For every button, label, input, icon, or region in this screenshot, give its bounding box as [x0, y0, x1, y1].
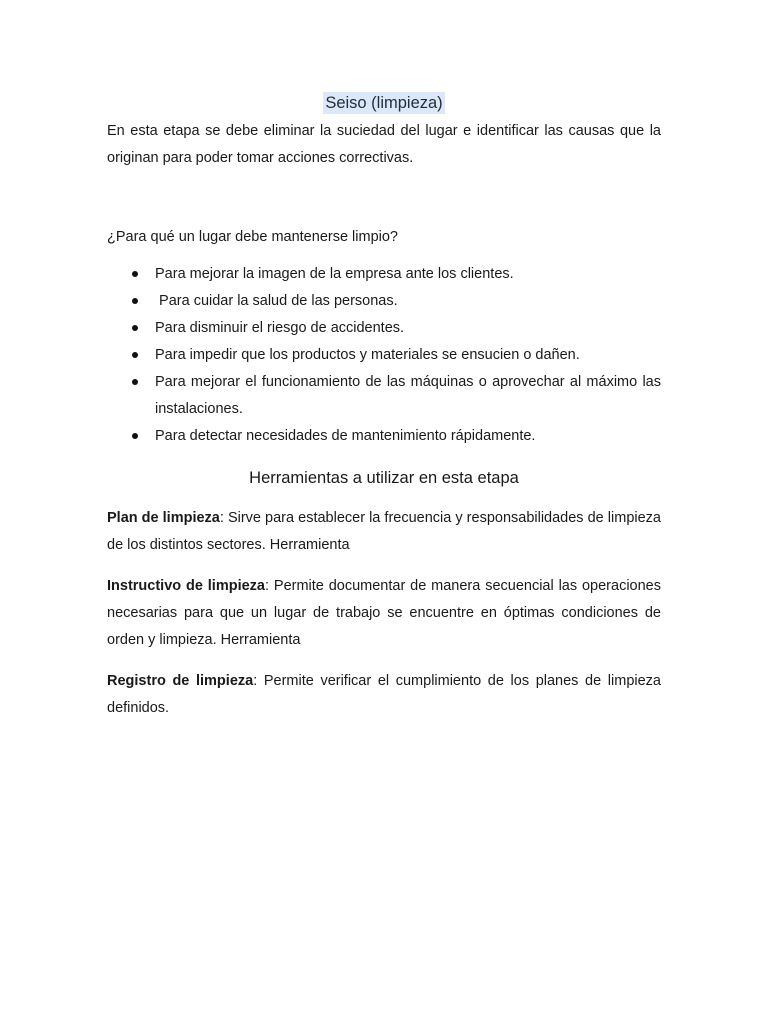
intro-paragraph: En esta etapa se debe eliminar la suciedad del lugar e identificar las causas que la originan para poder tomar acciones correctivas.	[107, 123, 661, 166]
bullet-icon	[132, 352, 138, 358]
list-item-text: Para mejorar la imagen de la empresa ante los clientes.	[155, 266, 514, 282]
tool-definition-plan	[107, 505, 661, 559]
bullet-icon	[132, 271, 138, 277]
title-row	[107, 90, 661, 116]
tool-term: Plan de limpieza	[107, 510, 220, 526]
tool-separator: :	[219, 510, 224, 526]
list-item	[107, 342, 661, 369]
tool-term: Registro de limpieza	[107, 673, 254, 689]
tool-description: Sirve para establecer la frecuencia y responsabilidades de limpieza de los distintos sectores. Herramienta	[107, 510, 661, 553]
page-title: Seiso (limpieza)	[325, 94, 443, 112]
bullet-icon	[132, 325, 138, 331]
list-item-text: Para impedir que los productos y materiales se ensucien o dañen.	[155, 347, 580, 363]
list-item-text: Para cuidar la salud de las personas.	[155, 293, 398, 309]
tools-heading: Herramientas a utilizar en esta etapa	[249, 469, 519, 487]
tool-description: Permite documentar de manera secuencial las operaciones necesarias para que un lugar de trabajo se encuentre en óptimas condiciones de orden y limpieza. Herramienta	[107, 578, 661, 648]
list-item-text: Para mejorar el funcionamiento de las máquinas o aprovechar al máximo las instalaciones.	[155, 374, 661, 417]
tool-definition-registro	[107, 668, 661, 722]
list-item	[107, 261, 661, 288]
bullet-icon	[132, 298, 138, 304]
tool-description: Permite verificar el cumplimiento de los planes de limpieza definidos.	[107, 673, 661, 716]
document-page	[107, 90, 661, 722]
tool-term: Instructivo de limpieza	[107, 578, 265, 594]
tool-separator: :	[253, 673, 258, 689]
question-paragraph: ¿Para qué un lugar debe mantenerse limpio?	[107, 229, 398, 245]
tool-separator: :	[265, 578, 270, 594]
reasons-list	[107, 261, 661, 450]
bullet-icon	[132, 433, 138, 439]
list-item	[107, 369, 661, 423]
list-item	[107, 423, 661, 450]
tool-definition-instructivo	[107, 573, 661, 654]
list-item-text: Para disminuir el riesgo de accidentes.	[155, 320, 405, 336]
list-item	[107, 288, 661, 315]
list-item	[107, 315, 661, 342]
list-item-text: Para detectar necesidades de mantenimiento rápidamente.	[155, 428, 536, 444]
bullet-icon	[132, 379, 138, 385]
